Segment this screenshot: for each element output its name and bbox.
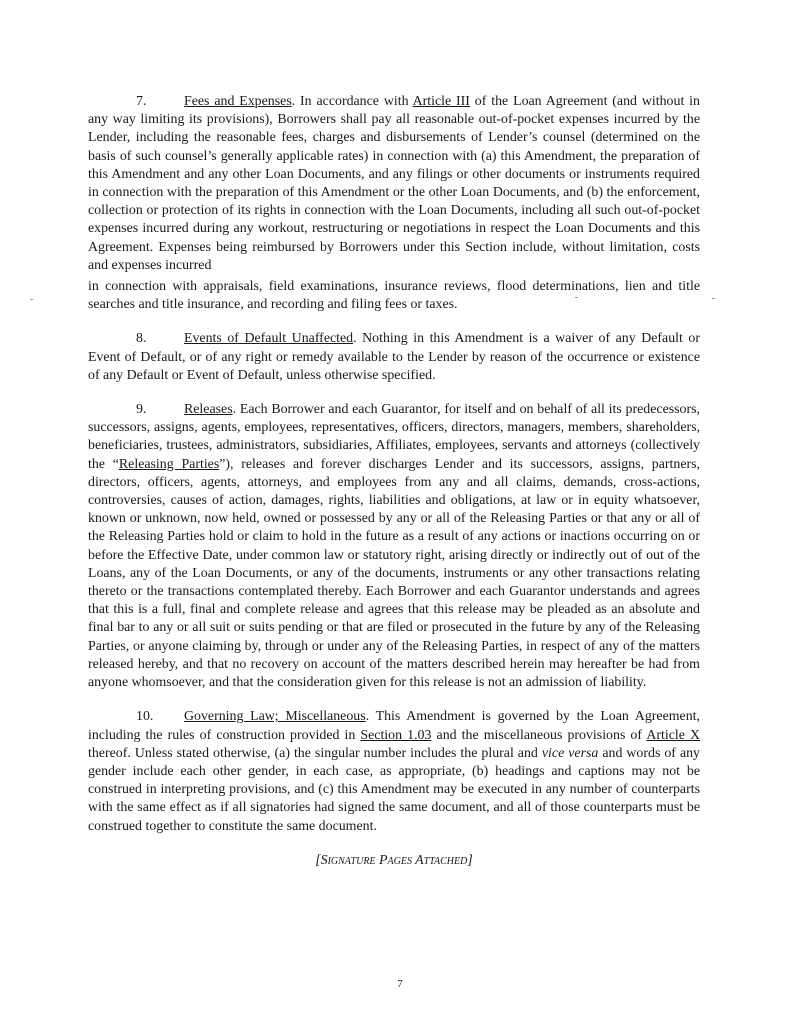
- section-7-text-2: of the Loan Agreement (and without in any way limiting its provisions), Borrowers shall pay all reasonable out-of-pocket expenses incurred by the Lender, including the reasonable fees, charges and disbursements of Lender’s counsel (determined on the basis of such counsel’s generally applicable rates) in connection with (a) this Amendment, the preparation of this Amendment and any other Loan Documents, and any filings or other documents or instruments required in connection with the preparation of this Amendment or the other Loan Documents, and (b) the enforcement, collection or protection of its rights in connection with the Loan Documents, including all such out-of-pocket expenses incurred during any workout, restructuring or negotiations in respect the Loan Documents and this Agreement. Expenses being reimbursed by Borrowers under this Section include, without limitation, costs and expenses incurred: [88, 94, 700, 273]
- section-10-text-3: thereof. Unless stated otherwise, (a) the singular number includes the plural and: [88, 745, 542, 761]
- section-7-number: 7.: [136, 94, 147, 109]
- section-8-number: 8.: [136, 331, 147, 347]
- releasing-parties-term: Releasing Parties: [118, 456, 220, 472]
- section-8: [88, 330, 700, 385]
- section-9-text-1: . Each Borrower and each Guarantor, for itself and on behalf of all its predecessors, successors, assigns, agents, employees, representatives, officers, directors, managers, members, shareholders, beneficiaries, trustees, administrators, subsidiaries, Affiliates, employees, servants and attorneys (collectively the “: [88, 402, 700, 472]
- page-number: 7: [397, 978, 403, 990]
- section-8-text: . Nothing in this Amendment is a waiver of any Default or Event of Default, or of any right or remedy available to the Lender by reason of the occurrence or existence of any Default or Event of Default, unless otherwise specified.: [88, 331, 700, 383]
- document-page: [88, 93, 700, 870]
- section-7-text-1: . In accordance with: [291, 94, 413, 109]
- signature-pages-note: [88, 852, 700, 870]
- section-7: [88, 93, 700, 314]
- section-9-paragraph: [88, 401, 700, 692]
- vice-versa-term: vice versa: [541, 745, 599, 761]
- section-7-paragraph: [88, 93, 700, 275]
- section-7-continuation: in connection with appraisals, field examinations, insurance reviews, flood determinations, lien and title searches and title insurance, and recording and filing fees or taxes.: [88, 279, 700, 313]
- section-10-paragraph: [88, 708, 700, 835]
- section-9-heading: Releases: [184, 402, 233, 418]
- signature-pages-text: [Signature Pages Attached]: [315, 852, 473, 868]
- section-10: [88, 708, 700, 835]
- section-10-text-4: and words of any gender include each other gender, in each case, as appropriate, (b) headings and captions may not be construed in interpreting provisions, and (c) this Amendment may be executed in any number of counterparts with the same effect as if all signatories had signed the same document, and all of those counterparts must be construed together to constitute the same document.: [88, 745, 700, 834]
- scan-speck-middle: [575, 297, 578, 298]
- section-1-03-reference: Section 1.03: [360, 727, 432, 743]
- scan-speck-right: [712, 298, 715, 299]
- section-8-heading: Events of Default Unaffected: [184, 331, 354, 347]
- article-iii-reference: Article III: [412, 94, 470, 109]
- section-10-number: 10.: [136, 709, 154, 725]
- section-9-number: 9.: [136, 402, 147, 418]
- scan-speck-left: [30, 299, 33, 300]
- section-8-paragraph: [88, 330, 700, 385]
- section-9: [88, 401, 700, 692]
- section-10-heading: Governing Law; Miscellaneous: [184, 709, 366, 725]
- section-10-text-2: and the miscellaneous provisions of: [431, 727, 647, 743]
- section-10-text-1: . This Amendment is governed by the Loan Agreement, including the rules of construction provided in: [88, 709, 700, 743]
- article-x-reference: Article X: [646, 727, 700, 743]
- section-7-heading: Fees and Expenses: [184, 94, 292, 109]
- section-9-text-2: ”), releases and forever discharges Lender and its successors, assigns, partners, directors, officers, agents, attorneys, and employees from any and all claims, demands, cross-actions, controversies, causes of action, damages, rights, liabilities and obligations, at law or in equity whatsoever, known or unknown, now held, owned or possessed by any or all of the Releasing Parties or that any or all of the Releasing Parties hold or claim to hold in the future as a result of any actions or inactions occurring on or before the Effective Date, under common law or statutory right, arising directly or indirectly out of out of the Loans, any of the Loan Documents, or any of the documents, instruments or any other transactions relating thereto or the transactions contemplated thereby. Each Borrower and each Guarantor understands and agrees that this is a full, final and complete release and agrees that this release may be pleaded as an absolute and final bar to any or all suit or suits pending or that are filed or prosecuted in the future by any of the Releasing Parties, or anyone claiming by, through or under any of the Releasing Parties, in respect of any of the matters released hereby, and that no recovery on account of the matters described herein may hereafter be had from anyone whomsoever, and that the consideration given for this release is not an admission of liability.: [88, 456, 701, 691]
